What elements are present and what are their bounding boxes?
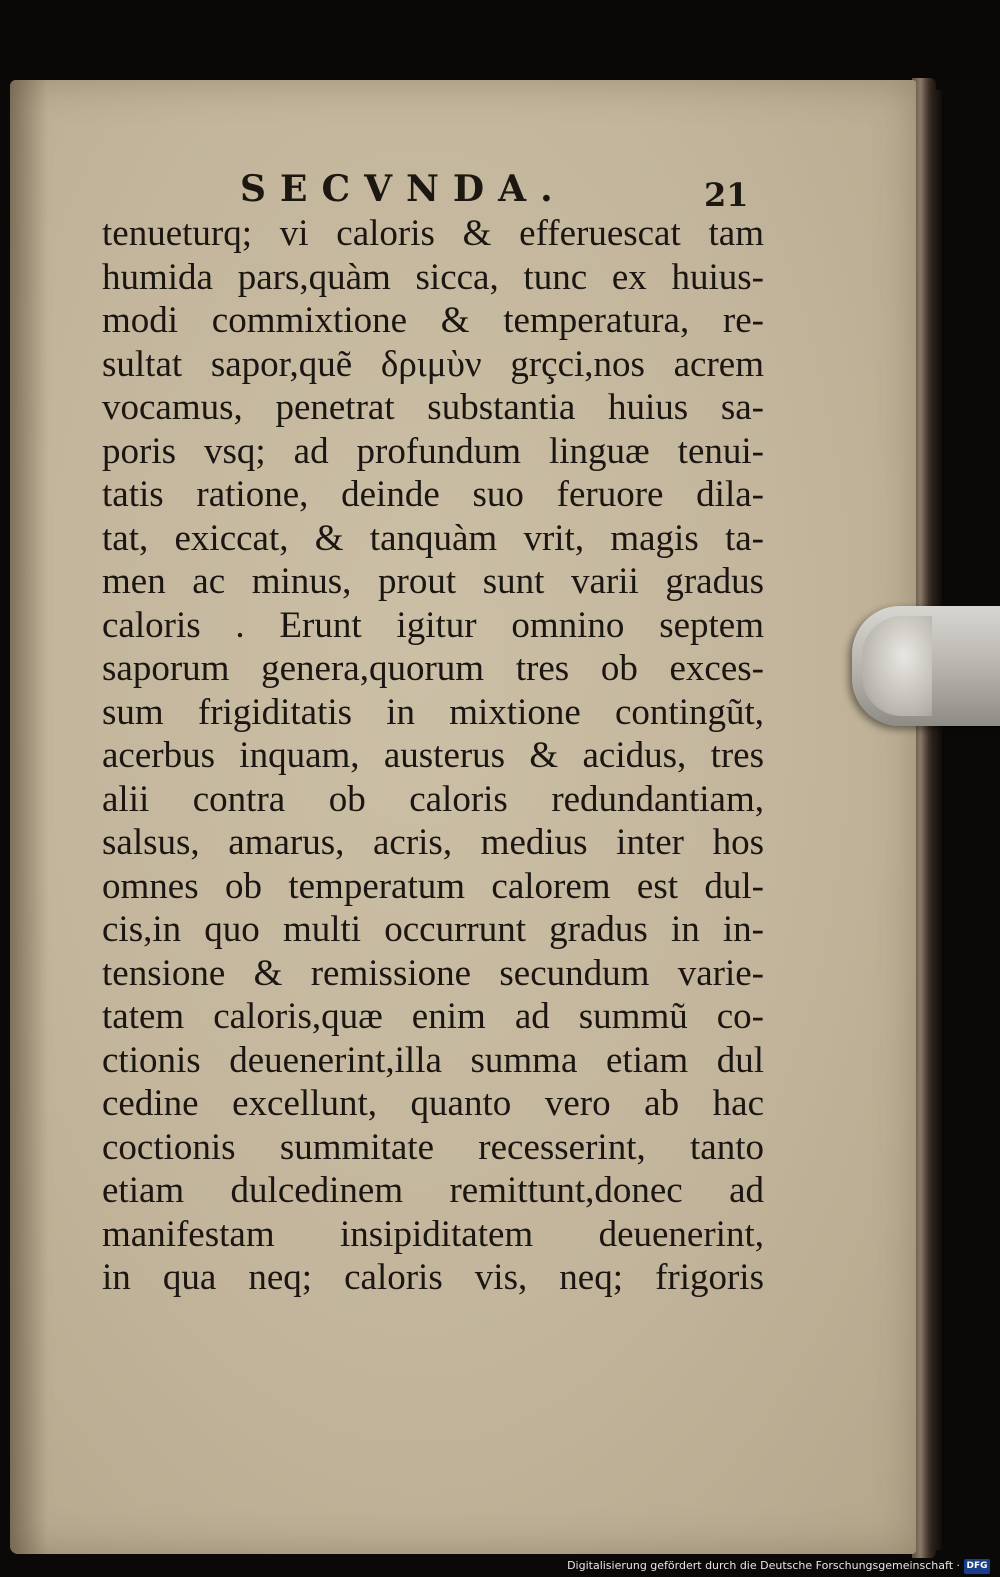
text-line: poris vsq; ad profundum linguæ tenui- [102,430,764,472]
text-line: alii contra ob caloris redundantiam, [102,778,764,820]
text-line: tenueturq; vi caloris & efferuescat tam [102,213,764,254]
text-line: vocamus, penetrat substantia huius sa- [102,387,764,428]
text-line: saporum genera,quorum tres ob exces- [102,648,764,689]
text-line: coctionis summitate recesserint, tanto [102,1126,764,1168]
text-line: humida pars,quàm sicca, tunc ex huius- [102,256,764,298]
funder-credit: Digitalisierung gefördert durch die Deutsche Forschungsgemeinschaft · [567,1559,960,1572]
page-gutter-shade [10,80,48,1554]
text-line: men ac minus, prout sunt varii gradus [102,561,764,602]
text-line: modi commixtione & temperatura, re- [102,300,764,341]
text-line: salsus, amarus, acris, medius inter hos [102,822,764,863]
text-line: tat, exiccat, & tanquàm vrit, magis ta- [102,517,764,559]
body-text [102,212,764,1300]
text-line: tatis ratione, deinde suo feruore dila- [102,474,764,515]
text-line: caloris . Erunt igitur omnino septem [102,604,764,646]
dfg-logo: DFG [964,1559,990,1574]
text-line: etiam dulcedinem remittunt,donec ad [102,1170,764,1211]
text-line: omnes ob temperatum calorem est dul- [102,865,764,907]
text-line: cis,in quo multi occurrunt gradus in in- [102,909,764,950]
text-line: in qua neq; caloris vis, neq; frigoris [102,1257,764,1298]
page-holder-clip-highlight [862,616,932,716]
running-head: SECVNDA. [240,168,567,210]
text-line: sum frigiditatis in mixtione contingũt, [102,691,764,733]
book-binding-shadow [932,90,942,1550]
text-line: ctionis deuenerint,illa summa etiam dul [102,1039,764,1081]
text-line: tensione & remissione secundum varie- [102,952,764,994]
text-line: cedine excellunt, quanto vero ab hac [102,1083,764,1124]
scanner-background [0,0,1000,82]
text-line: acerbus inquam, austerus & acidus, tres [102,735,764,776]
text-line: tatem caloris,quæ enim ad summũ co- [102,996,764,1037]
page-number: 21 [704,176,749,214]
text-line: manifestam insipiditatem deuenerint, [102,1213,764,1255]
text-line: sultat sapor,quẽ δριμὺν grçci,nos acrem [102,343,764,385]
